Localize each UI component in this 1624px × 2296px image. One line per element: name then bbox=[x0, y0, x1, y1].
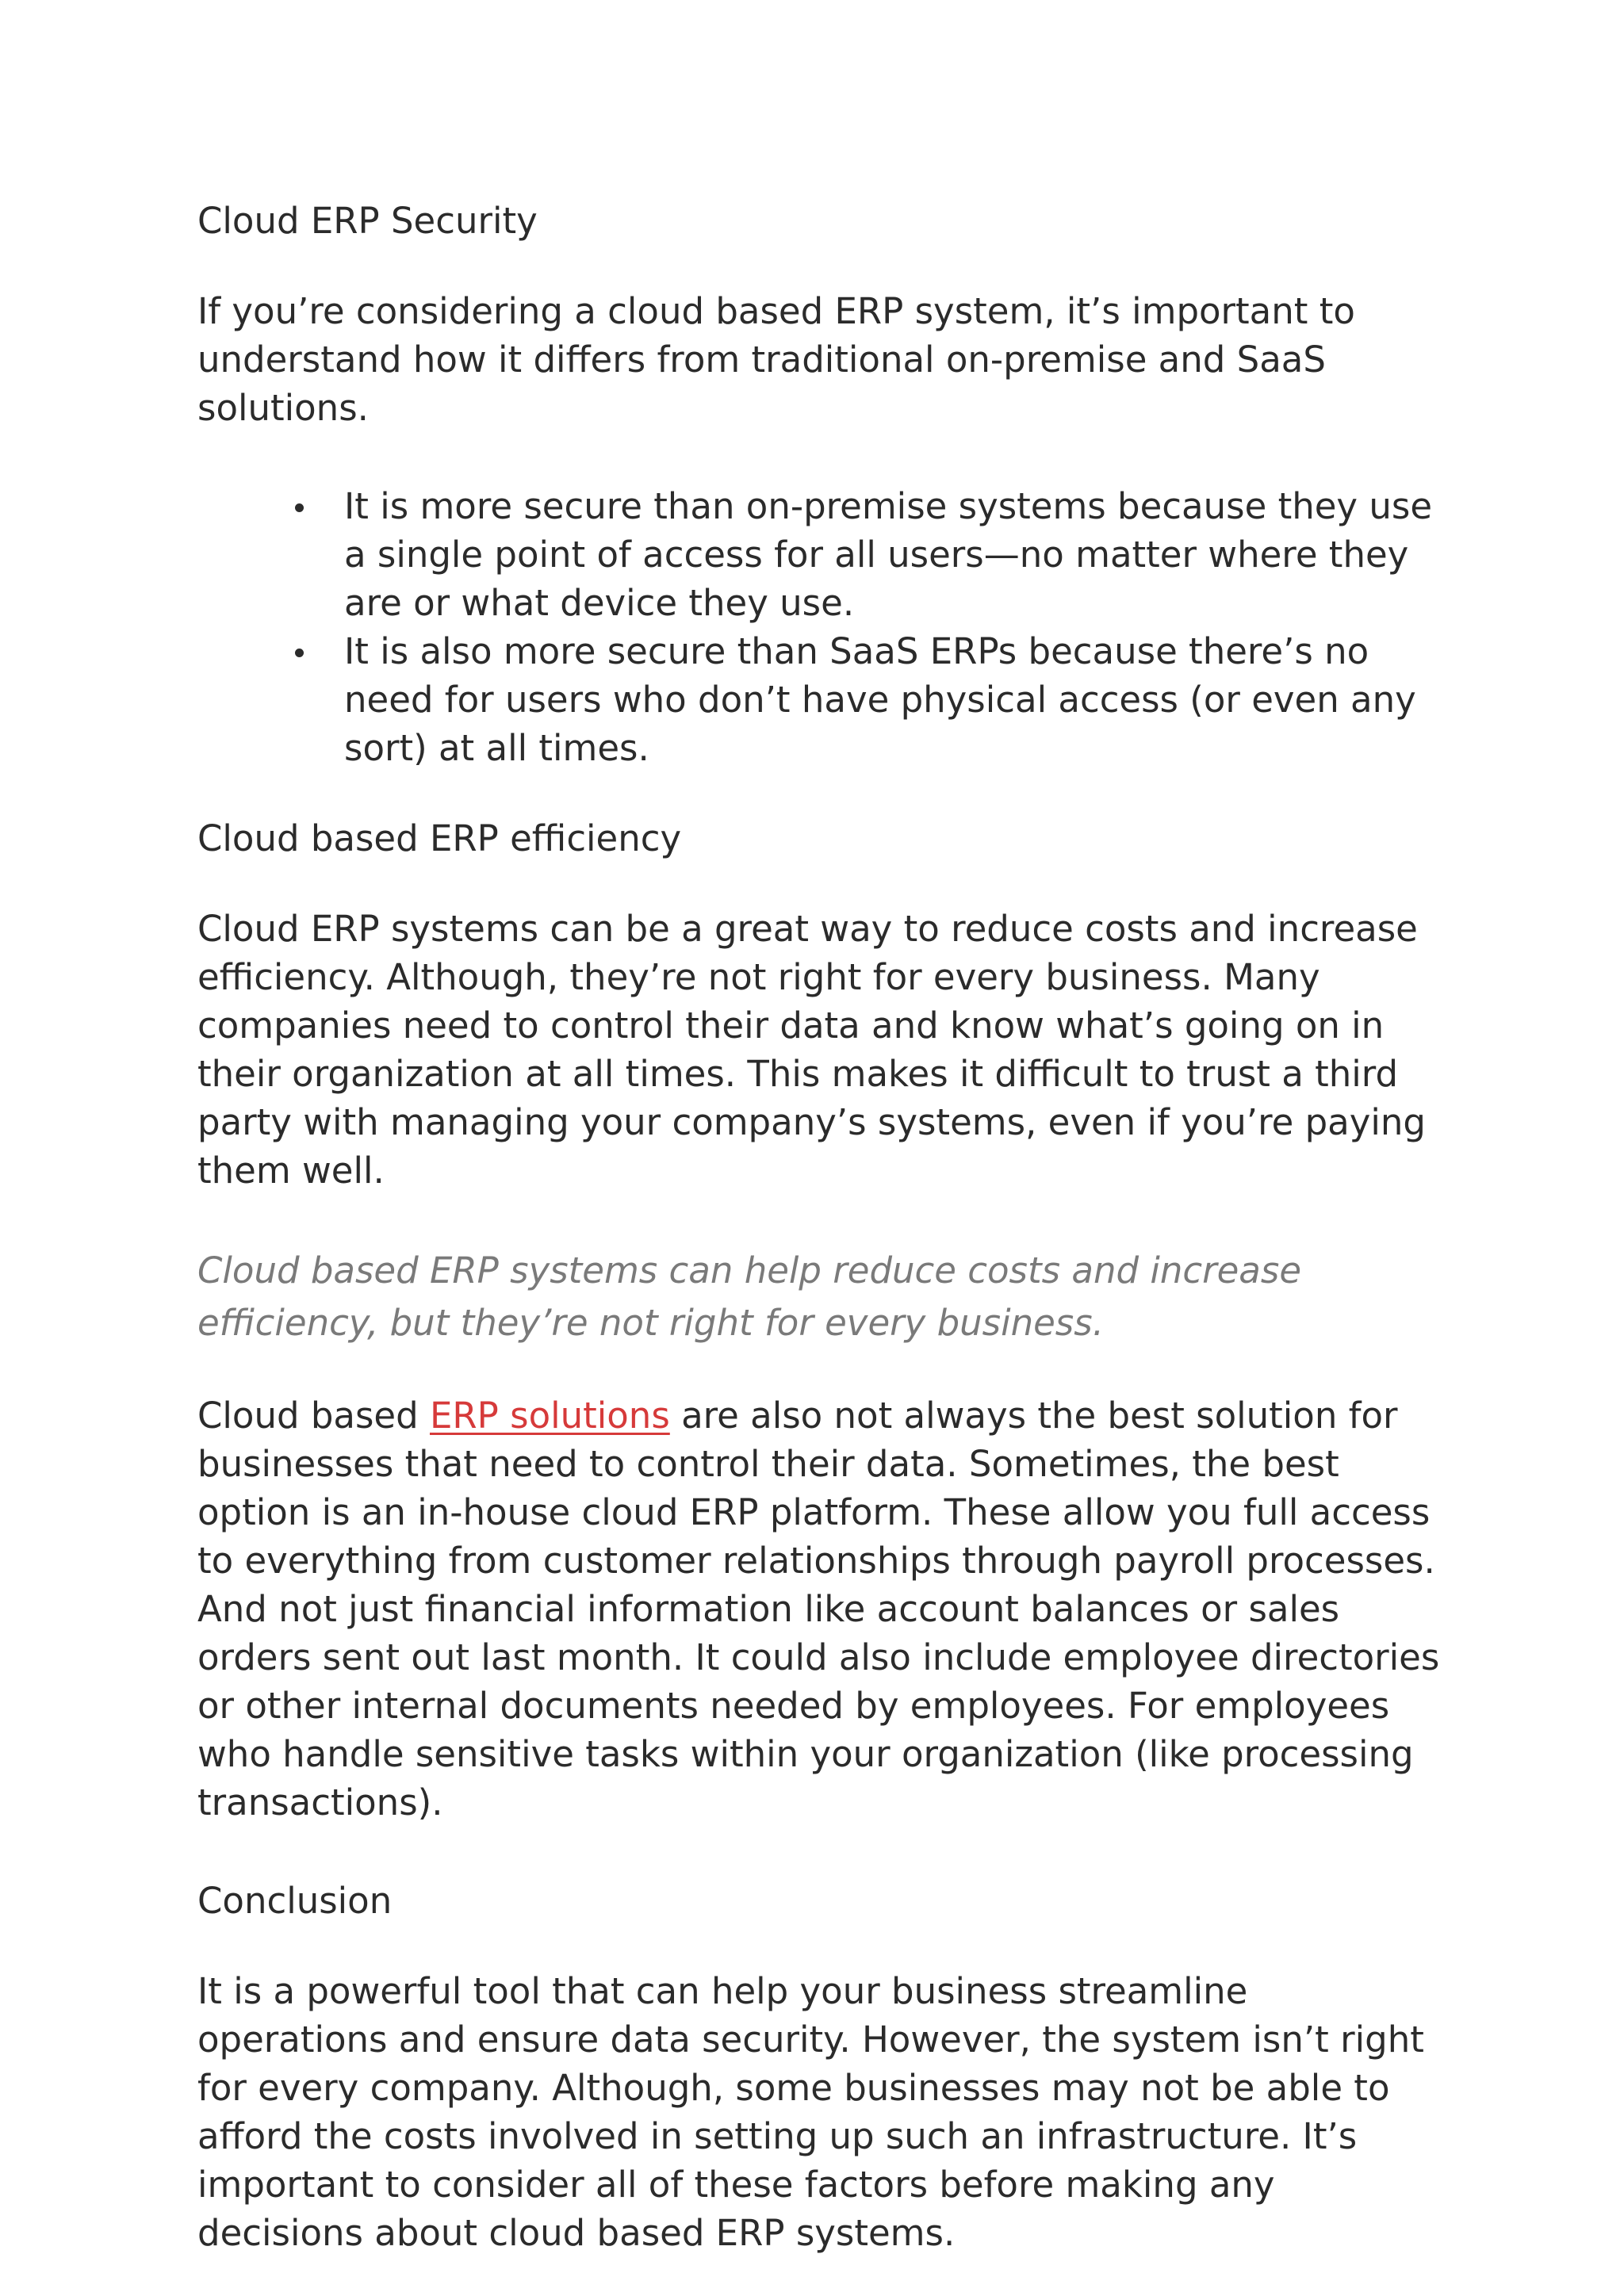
erp-solutions-link[interactable]: ERP solutions bbox=[429, 1395, 670, 1437]
efficiency-heading: Cloud based ERP efficiency bbox=[197, 817, 682, 859]
conclusion-heading: Conclusion bbox=[197, 1880, 393, 1922]
bullet-list bbox=[197, 482, 1442, 772]
security-heading: Cloud ERP Security bbox=[197, 200, 538, 242]
solutions-paragraph bbox=[197, 1391, 1442, 1827]
bullet-icon bbox=[295, 503, 304, 512]
bullet-text: It is also more secure than SaaS ERPs because there’s no need for users who don’t have physical access (or even any sort) at all times. bbox=[344, 630, 1416, 769]
pull-quote: Cloud based ERP systems can help reduce costs and increase efficiency, but they’re not right for every business. bbox=[197, 1249, 1302, 1344]
list-item bbox=[344, 482, 1442, 627]
solutions-text-end: are also not always the best solution for businesses that need to control their data. Sometimes, the best option is an in-house cloud ERP platform. These allow you full access to everything from customer relationships through payroll processes. And not just financial information like account balances or sales orders sent out last month. It could also include employee directories or other internal documents needed by employees. For employees who handle sensitive tasks within your organization (like processing transactions). bbox=[197, 1395, 1440, 1823]
intro-paragraph: If you’re considering a cloud based ERP system, it’s important to understand how it differs from traditional on-premise and SaaS solutions. bbox=[197, 290, 1355, 429]
efficiency-paragraph: Cloud ERP systems can be a great way to reduce costs and increase efficiency. Although, they’re not right for every business. Many companies need to control their data and know what’s going on in their organization at all times. This makes it difficult to trust a third party with managing your company’s systems, even if you’re paying them well. bbox=[197, 908, 1426, 1192]
list-item bbox=[344, 627, 1442, 772]
bullet-text: It is more secure than on-premise systems because they use a single point of access for all users—no matter where they are or what device they use. bbox=[344, 485, 1433, 624]
document-page bbox=[197, 197, 1442, 2257]
solutions-text-start: Cloud based bbox=[197, 1395, 430, 1437]
bullet-icon bbox=[295, 649, 304, 657]
conclusion-paragraph: It is a powerful tool that can help your business streamline operations and ensure data security. However, the system isn’t right for every company. Although, some businesses may not be able to afford the costs involved in setting up such an infrastructure. It’s important to consider all of these factors before making any decisions about cloud based ERP systems. bbox=[197, 1970, 1424, 2254]
